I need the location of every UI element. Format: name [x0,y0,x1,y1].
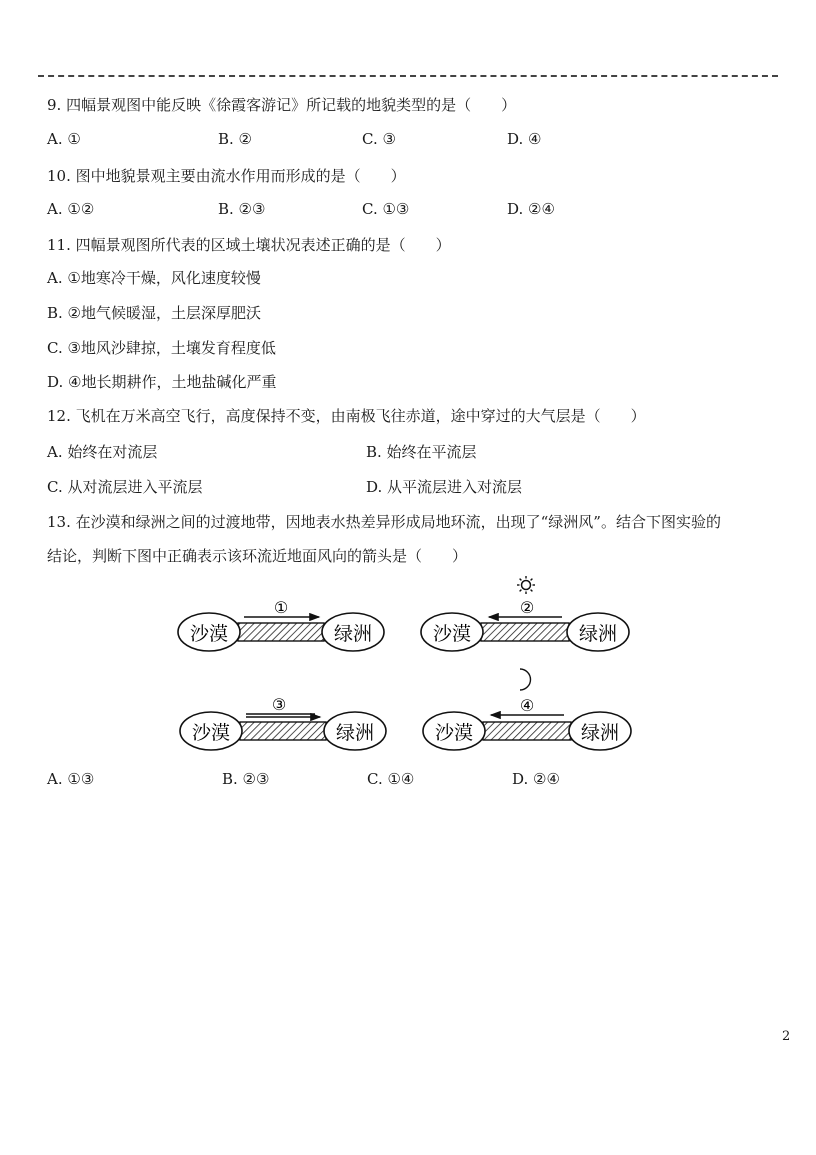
question-10-stem: 10. 图中地貌景观主要由流水作用而形成的是（ ） [47,167,406,185]
desert-label: 沙漠 [189,623,229,645]
question-10-option-b: B. ②③ [218,200,266,218]
arrow-2-label: ② [519,598,535,617]
question-11-option-a: A. ①地寒冷干燥，风化速度较慢 [47,269,261,287]
question-12-option-c: C. 从对流层进入平流层 [47,478,203,496]
oasis-label: 绿洲 [580,722,620,744]
transition-strip [240,722,326,740]
question-13-option-b: B. ②③ [222,770,270,788]
question-12-stem: 12. 飞机在万米高空飞行，高度保持不变，由南极飞往赤道，途中穿过的大气层是（ ） [47,407,646,425]
question-9-stem: 9. 四幅景观图中能反映《徐霞客游记》所记载的地貌类型的是（ ） [47,96,517,114]
question-12-option-b: B. 始终在平流层 [366,443,477,461]
question-13-stem-line-2: 结论，判断下图中正确表示该环流近地面风向的箭头是（ ） [47,547,468,565]
question-10-option-a: A. ①② [47,200,95,218]
oasis-label: 绿洲 [333,623,373,645]
arrow-3-label: ③ [271,695,287,714]
transition-strip [483,722,571,740]
panel-1 [178,598,384,651]
question-13-option-a: A. ①③ [47,770,95,788]
panel-3 [180,695,386,750]
question-9-option-b: B. ② [218,130,253,148]
sun-icon [517,576,535,594]
oasis-label: 绿洲 [335,722,375,744]
page-number: 2 [782,1029,791,1044]
question-11-option-b: B. ②地气候暖湿，土层深厚肥沃 [47,304,262,322]
desert-label: 沙漠 [191,722,231,744]
question-13-option-c: C. ①④ [367,770,415,788]
question-12-option-d: D. 从平流层进入对流层 [366,478,523,496]
transition-strip [481,623,569,641]
question-9-option-d: D. ④ [507,130,542,148]
panel-4 [423,669,631,750]
question-9-option-c: C. ③ [362,130,396,148]
arrow-1-label: ① [273,598,289,617]
crescent-moon-icon [520,669,531,690]
question-10-option-c: C. ①③ [362,200,410,218]
question-11-stem: 11. 四幅景观图所代表的区域土壤状况表述正确的是（ ） [47,236,451,254]
oasis-label: 绿洲 [578,623,618,645]
question-10-option-d: D. ②④ [507,200,555,218]
question-11-option-c: C. ③地风沙肆掠，土壤发育程度低 [47,339,276,357]
question-12-option-a: A. 始终在对流层 [47,443,158,461]
question-11-option-d: D. ④地长期耕作，土地盐碱化严重 [47,373,277,391]
question-13-stem-line-1: 13. 在沙漠和绿洲之间的过渡地带，因地表水热差异形成局地环流，出现了“绿洲风”。结合下图实验的 [47,513,721,531]
arrow-4-label: ④ [519,696,535,715]
panel-2 [421,576,629,651]
transition-strip [238,623,324,641]
desert-label: 沙漠 [434,722,474,744]
desert-label: 沙漠 [432,623,472,645]
question-13-option-d: D. ②④ [512,770,560,788]
question-9-option-a: A. ① [47,130,81,148]
